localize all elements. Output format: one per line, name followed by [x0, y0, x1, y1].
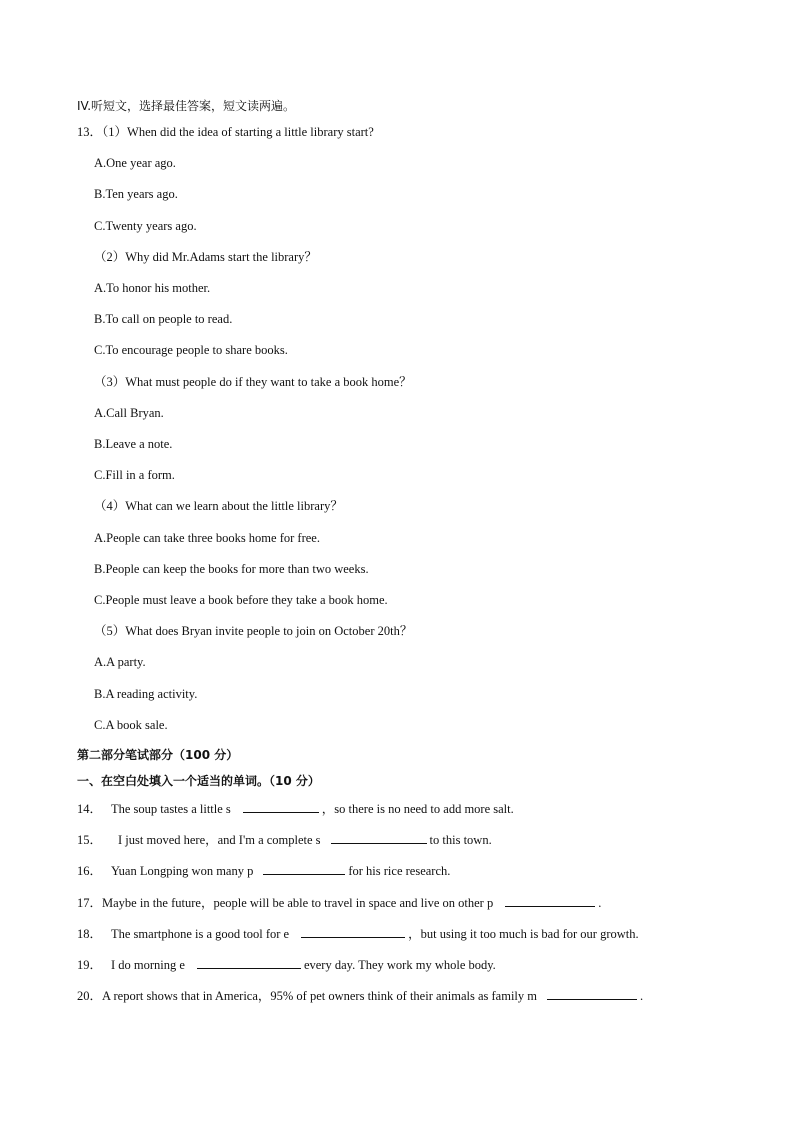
option: C.People must leave a book before they take a book home. — [94, 593, 388, 607]
fill-blank-item — [77, 956, 496, 973]
sub-question-stem: （1）When did the idea of starting a little library start? — [102, 125, 374, 139]
answer-blank[interactable] — [505, 894, 595, 907]
item-text-before: The soup tastes a little s — [111, 802, 231, 816]
answer-blank[interactable] — [301, 925, 405, 938]
answer-blank[interactable] — [547, 987, 637, 1000]
item-text-after: to this town. — [429, 833, 492, 847]
item-text-after: . — [640, 989, 644, 1003]
sub-question-stem: （4）What can we learn about the little library？ — [94, 499, 343, 513]
section-title: IV.听短文，选择最佳答案，短文读两遍。 — [77, 99, 296, 113]
option: C.Fill in a form. — [94, 468, 175, 482]
answer-blank[interactable] — [243, 800, 319, 813]
item-number: 19． — [77, 958, 103, 972]
option: A.A party. — [94, 655, 146, 669]
fill-blank-item — [77, 925, 639, 942]
option: B.A reading activity. — [94, 687, 198, 701]
item-number: 18． — [77, 927, 103, 941]
fill-blank-item — [77, 894, 601, 911]
item-text-after: . — [598, 896, 602, 910]
item-number: 15． — [77, 833, 103, 847]
answer-blank[interactable] — [263, 862, 345, 875]
item-text-before: I do morning e — [111, 958, 185, 972]
fill-blank-item — [77, 800, 514, 817]
item-text-before: The smartphone is a good tool for e — [111, 927, 290, 941]
option: B.Leave a note. — [94, 437, 173, 451]
answer-blank[interactable] — [331, 831, 427, 844]
option: C.To encourage people to share books. — [94, 343, 288, 357]
option: B.Ten years ago. — [94, 187, 178, 201]
option: A.One year ago. — [94, 156, 176, 170]
item-text-after: ，but using it too much is bad for our growth. — [408, 927, 639, 941]
fill-blank-item — [77, 831, 492, 848]
item-text-after: ，so there is no need to add more salt. — [321, 802, 514, 816]
answer-blank[interactable] — [197, 956, 301, 969]
fill-blank-item — [77, 987, 643, 1004]
item-text-before: Maybe in the future，people will be able to travel in space and live on other p — [102, 896, 494, 910]
item-text-before: A report shows that in America，95% of pet owners think of their animals as family m — [102, 989, 537, 1003]
option: B.To call on people to read. — [94, 312, 233, 326]
option: C.Twenty years ago. — [94, 219, 197, 233]
question-13-stem — [77, 124, 374, 140]
question-number: 13． — [77, 125, 103, 139]
item-text-after: every day. They work my whole body. — [303, 958, 496, 972]
item-text-after: for his rice research. — [348, 864, 451, 878]
item-text-before: Yuan Longping won many p — [111, 864, 254, 878]
option: A.Call Bryan. — [94, 406, 164, 420]
item-number: 20． — [77, 989, 103, 1003]
sub-question-stem: （2）Why did Mr.Adams start the library？ — [94, 250, 317, 264]
item-number: 14． — [77, 802, 103, 816]
item-number: 16． — [77, 864, 103, 878]
part-title: 第二部分笔试部分（100 分） — [77, 748, 239, 762]
section-title: 一、在空白处填入一个适当的单词。（10 分） — [77, 774, 320, 788]
sub-question-stem: （3）What must people do if they want to take a book home？ — [94, 375, 412, 389]
option: A.To honor his mother. — [94, 281, 211, 295]
option: C.A book sale. — [94, 718, 168, 732]
item-text-before: I just moved here，and I'm a complete s — [118, 833, 321, 847]
fill-blank-item — [77, 862, 450, 879]
item-number: 17． — [77, 896, 103, 910]
sub-question-stem: （5）What does Bryan invite people to join on October 20th？ — [94, 624, 413, 638]
option: A.People can take three books home for free. — [94, 531, 320, 545]
option: B.People can keep the books for more than two weeks. — [94, 562, 369, 576]
